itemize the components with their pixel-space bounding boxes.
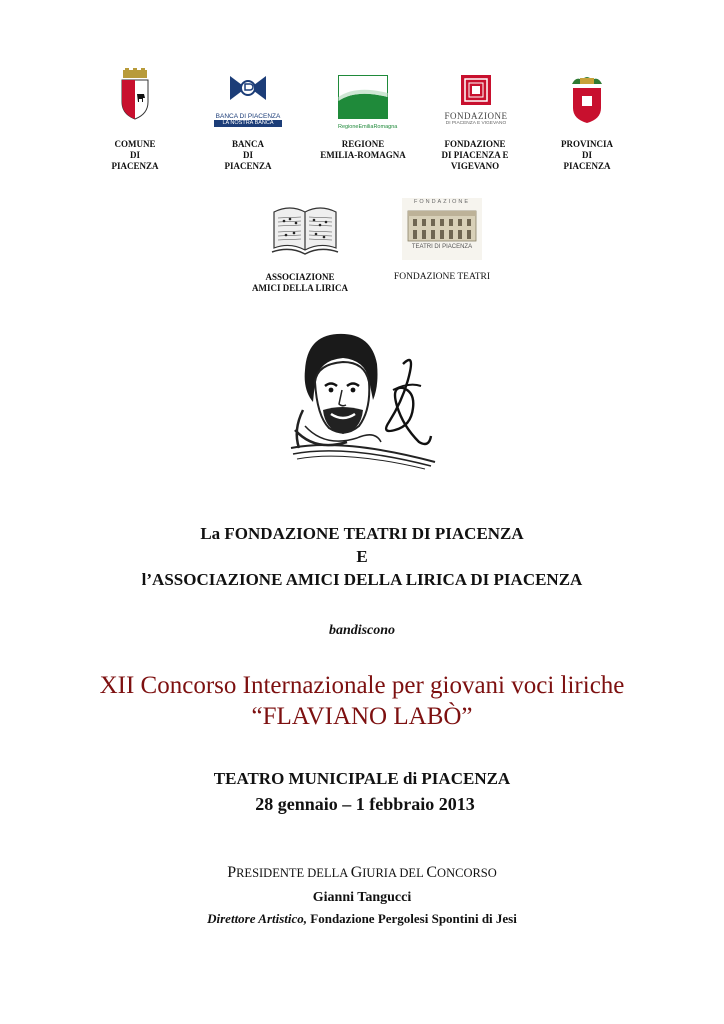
fondazione-logo-subtext: DI PIACENZA E VIGEVANO (445, 121, 507, 126)
competition-title: XII Concorso Internazionale per giovani voci liriche (99, 672, 625, 699)
banca-caption: BANCA DI PIACENZA (224, 139, 272, 171)
regione-flag-icon (338, 75, 398, 130)
sheet-music-book-icon (270, 198, 340, 258)
banca-logo-text: BANCA DI PIACENZA (215, 113, 281, 120)
provincia-caption: PROVINCIA DI PIACENZA (560, 139, 613, 171)
fondazione-logo-text: FONDAZIONE (444, 111, 508, 121)
provincia-crest-icon (568, 74, 606, 124)
venue-place-part3: PIACENZA (421, 769, 511, 788)
venue-place (0, 767, 724, 791)
jury-title-g: GIURIA (350, 864, 397, 881)
jury-role-title: Direttore Artistico, (207, 911, 308, 926)
banca-logo-icon (212, 74, 284, 124)
jury-institution: Fondazione Pergolesi Spontini di Jesi (307, 911, 517, 926)
jury-title-del: DEL (396, 866, 427, 880)
regione-caption: REGIONE EMILIA-ROMAGNA (320, 139, 406, 160)
announce-text: bandiscono (328, 623, 396, 638)
venue-place-part1: TEATRO MUNICIPALE (213, 769, 399, 788)
heading-line-3: l’ASSOCIAZIONE AMICI DELLA LIRICA DI PIACENZA (141, 570, 583, 589)
jury-title-della: DELLA (304, 866, 351, 880)
teatro-logo-subtext: TEATRI DI PIACENZA (411, 244, 473, 250)
jury-president: Gianni Tangucci (312, 890, 412, 905)
heading-line-2: E (356, 547, 368, 566)
flaviano-labo-portrait (285, 330, 445, 470)
regione-logo-text: RegioneEmiliaRomagna (338, 124, 398, 130)
venue-place-part2: di (398, 769, 422, 788)
comune-crest-icon (120, 68, 150, 120)
venue-dates: 28 gennaio – 1 febbraio 2013 (255, 794, 475, 814)
teatro-logo-text: FONDAZIONE (413, 199, 471, 205)
jury-title (0, 862, 724, 884)
heading-line-1: La FONDAZIONE TEATRI DI PIACENZA (200, 524, 524, 543)
fondazione-logo-icon (438, 74, 514, 126)
teatro-building-icon (402, 198, 482, 260)
comune-caption: COMUNE DI PIACENZA (111, 139, 159, 171)
jury-title-c: CONCORSO (426, 864, 497, 881)
amici-lirica-caption: ASSOCIAZIONE AMICI DELLA LIRICA (251, 272, 349, 293)
jury-title-p: PRESIDENTE (227, 864, 305, 881)
banca-logo-subtext: LA NOSTRA BANCA (214, 120, 282, 127)
fondazione-teatri-caption: FONDAZIONE TEATRI (393, 272, 491, 282)
competition-name: “FLAVIANO LABÒ” (251, 703, 473, 730)
fondazione-caption: FONDAZIONE DI PIACENZA E VIGEVANO (441, 139, 509, 171)
jury-role (0, 909, 724, 929)
